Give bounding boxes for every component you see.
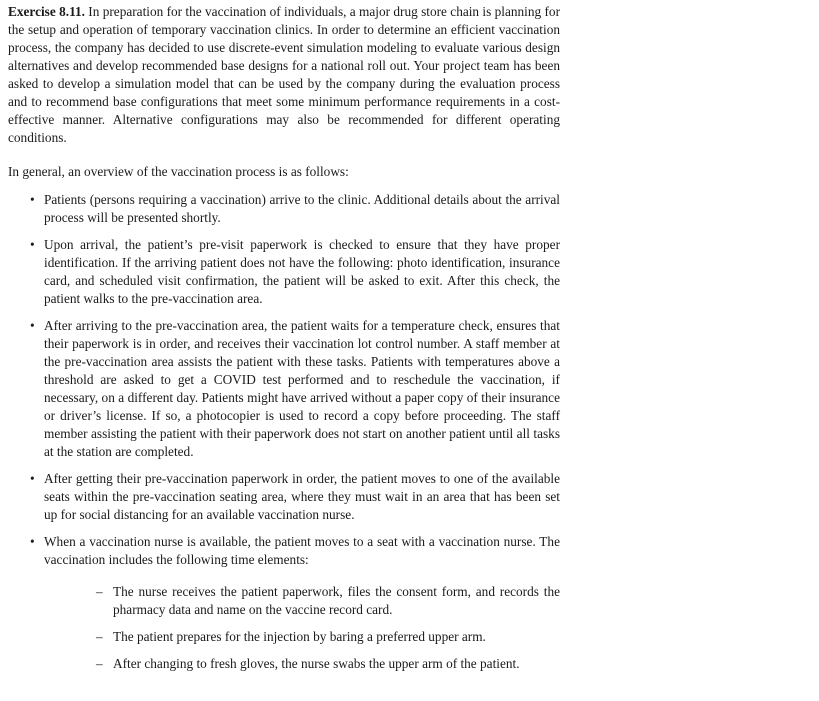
bullet-item-arrival: • Patients (persons requiring a vaccination) arrive to the clinic. Additional details about the arrival process will be presented shortly. [8,191,560,227]
process-bullet-list [8,191,560,673]
exercise-text: In preparation for the vaccination of individuals, a major drug store chain is planning for the setup and operation of temporary vaccination clinics. In order to determine an efficient vaccination process, the company has decided to use discrete-event simulation modeling to evaluate various design alternatives and develop recommended base designs for a national roll out. Your project team has been asked to develop a simulation model that can be used by the company during the evaluation process and to recommend base configurations that meet some minimum performance requirements in a cost-effective manner. Alternative configurations may also be recommended for different operating conditions. [8,4,561,145]
bullet-item-paperwork-check: • Upon arrival, the patient’s pre-visit paperwork is checked to ensure that they have proper identification. If the arriving patient does not have the following: photo identification, insurance card, and scheduled visit confirmation, the patient will be asked to exit. After this check, the patient walks to the pre-vaccination area. [8,236,560,308]
vaccination-time-elements-list [44,583,560,673]
exercise-label: Exercise 8.11. [8,4,85,19]
sub-bullet-item-paperwork: – The nurse receives the patient paperwork, files the consent form, and records the pharmacy data and name on the vaccine record card. [44,583,560,619]
document-page [8,3,560,682]
sub-bullet-item-arm-prep: – The patient prepares for the injection by baring a preferred upper arm. [44,628,560,646]
sub-bullet-item-swab: – After changing to fresh gloves, the nurse swabs the upper arm of the patient. [44,655,560,673]
bullet-item-vaccination-nurse [8,533,560,673]
exercise-paragraph [8,3,560,147]
bullet-item-seating-area: • After getting their pre-vaccination paperwork in order, the patient moves to one of the available seats within the pre-vaccination seating area, where they must wait in an area that has been set up for social distancing for an available vaccination nurse. [8,470,560,524]
bullet-item-vaccination-nurse-text: When a vaccination nurse is available, the patient moves to a seat with a vaccination nurse. The vaccination includes the following time elements: [44,534,560,567]
overview-intro: In general, an overview of the vaccination process is as follows: [8,164,349,179]
bullet-item-pre-vaccination: • After arriving to the pre-vaccination area, the patient waits for a temperature check, ensures that their paperwork is in order, and receives their vaccination lot control number. A staff member at the pre-vaccination area assists the patient with these tasks. Patients with temperatures above a threshold are asked to get a COVID test performed and to reschedule the vaccination, if necessary, on a different day. Patients might have arrived without a paper copy of their insurance or driver’s license. If so, a photocopier is used to record a copy before proceeding. The staff member assisting the patient with their paperwork does not start on another patient until all tasks at the station are completed. [8,317,560,461]
